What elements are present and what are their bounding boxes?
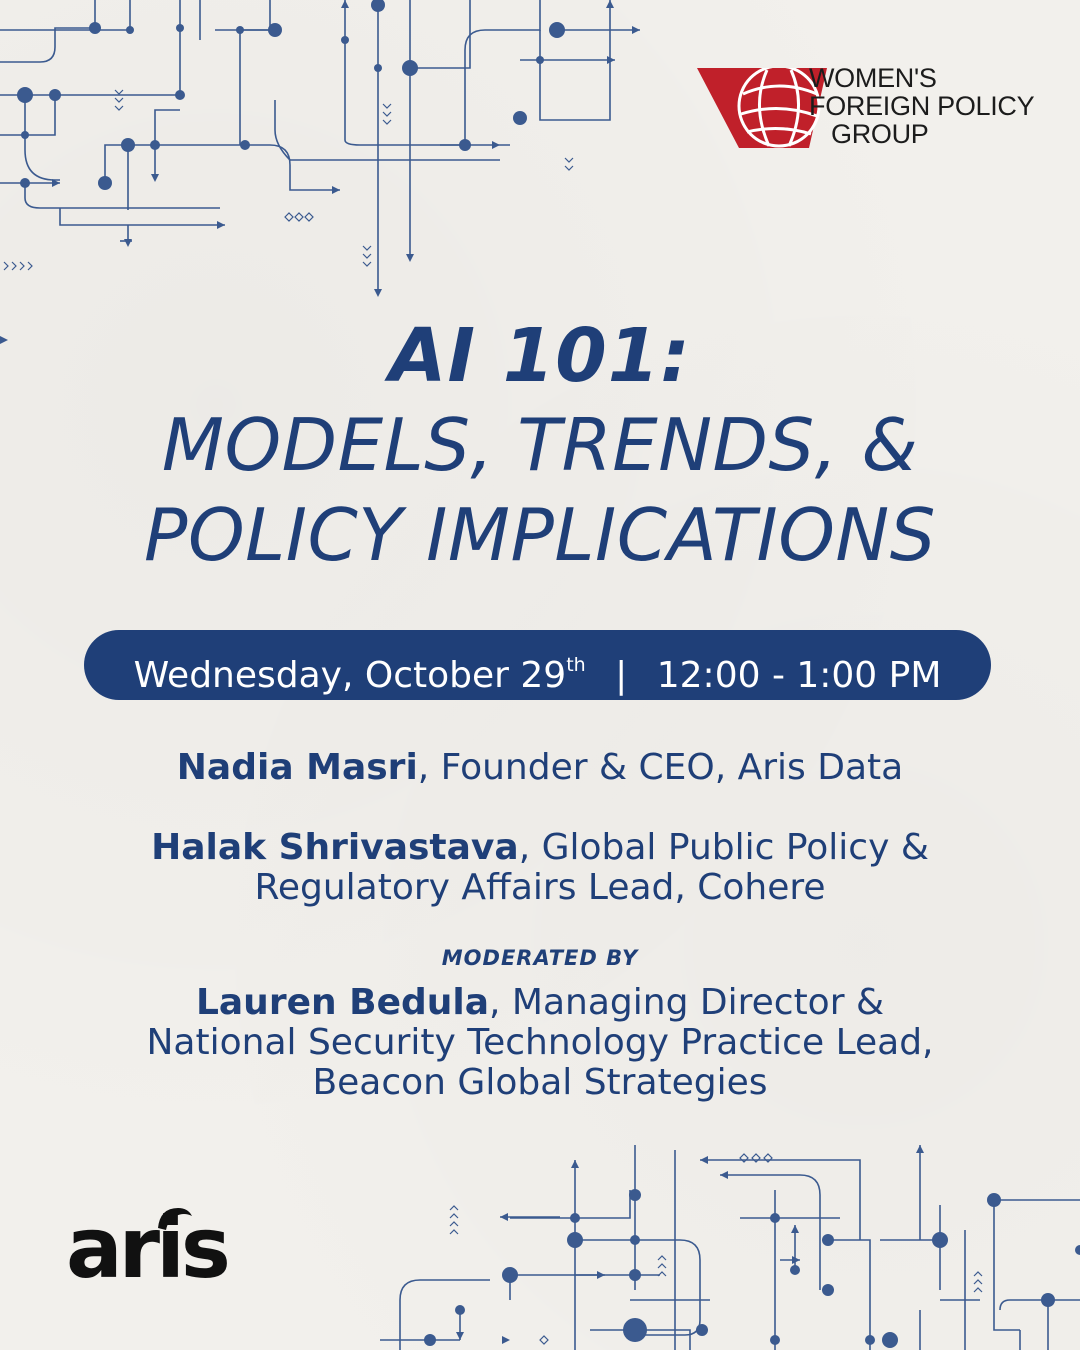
moderator-role-cont-1: National Security Technology Practice Lead, <box>146 1022 934 1063</box>
speaker-2 <box>0 828 1080 908</box>
event-date: Wednesday, October 29 <box>133 655 567 696</box>
title-line-1: AI 101: <box>389 313 691 399</box>
logo-line-3: GROUP <box>831 119 929 149</box>
title-line-3: POLICY IMPLICATIONS <box>144 493 936 577</box>
date-suffix: th <box>566 654 586 676</box>
logo-line-1: WOMEN'S <box>809 63 937 93</box>
aris-swoosh-icon <box>154 1204 194 1234</box>
speaker-role: , Global Public Policy & <box>518 827 929 868</box>
moderator-name: Lauren Bedula <box>195 982 490 1023</box>
speaker-role: , Founder & CEO, Aris Data <box>417 747 904 788</box>
speaker-name: Nadia Masri <box>176 747 418 788</box>
circuit-decoration-top <box>0 0 640 360</box>
moderator <box>0 983 1080 1103</box>
speaker-name: Halak Shrivastava <box>151 827 519 868</box>
globe-trapezoid-icon <box>697 68 827 150</box>
aris-logo <box>66 1198 227 1298</box>
moderator-role: , Managing Director & <box>489 982 885 1023</box>
event-time: 12:00 - 1:00 PM <box>656 655 942 696</box>
title-line-2: MODELS, TRENDS, & <box>161 403 919 487</box>
moderated-by-label: MODERATED BY <box>441 946 639 970</box>
circuit-decoration-bottom <box>380 1130 1080 1350</box>
speaker-1 <box>0 748 1080 788</box>
separator: | <box>615 655 628 696</box>
date-time-banner <box>84 630 991 700</box>
moderator-role-cont-2: Beacon Global Strategies <box>312 1062 768 1103</box>
logo-line-2: FOREIGN POLICY <box>809 91 1035 121</box>
event-title <box>0 312 1080 580</box>
speaker-role-cont: Regulatory Affairs Lead, Cohere <box>254 867 826 908</box>
wfpg-logo <box>697 62 1047 152</box>
aris-wordmark: aris <box>66 1199 227 1297</box>
